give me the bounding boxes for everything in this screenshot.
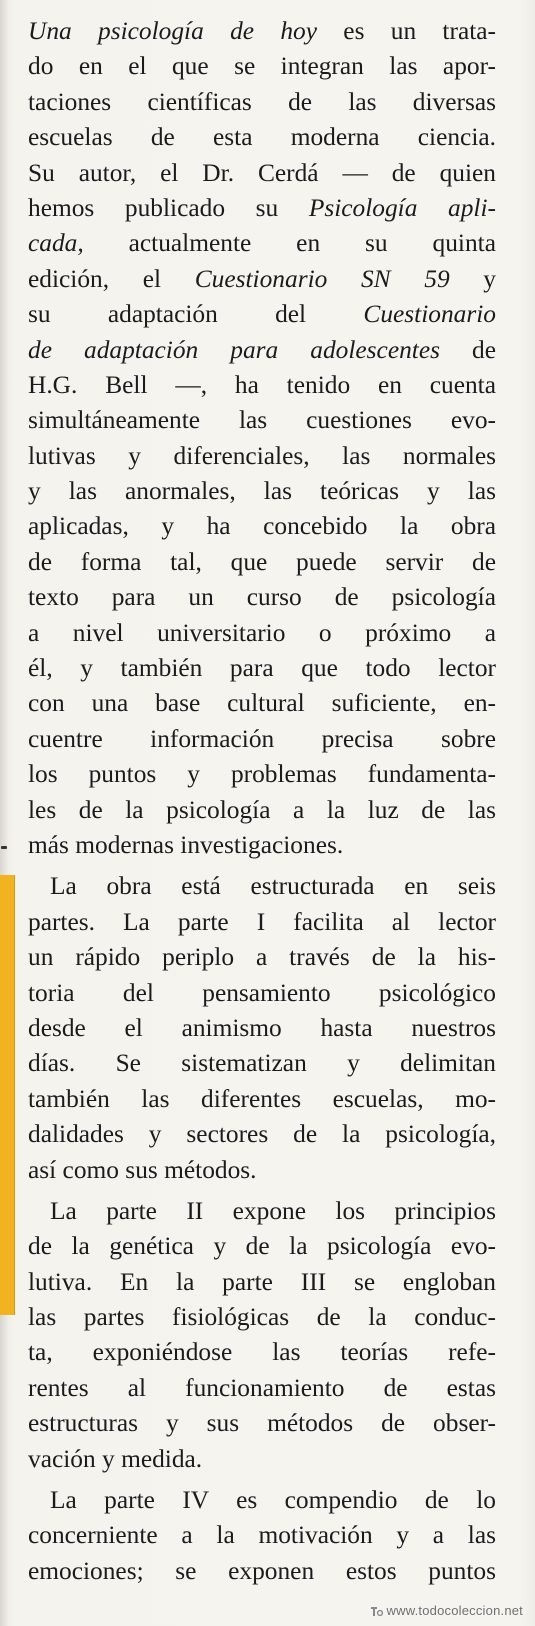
text-run: estructuras y sus métodos de obser- (28, 1409, 496, 1438)
text-line (28, 333, 496, 368)
text-line (28, 226, 496, 261)
text-line (28, 1554, 496, 1589)
text-run: lutiva. En la parte III se engloban (28, 1267, 496, 1296)
text-run: partes. La parte I facilita al lector (28, 907, 496, 936)
text-run: hemos publicado su (28, 193, 309, 222)
text-run: les de la psicología a la luz de las (28, 795, 496, 824)
text-line (28, 793, 496, 828)
text-line (28, 1335, 496, 1370)
text-line (28, 686, 496, 721)
text-run: y (449, 264, 497, 293)
text-line (28, 940, 496, 975)
text-line (28, 1046, 496, 1081)
text-run: aplicadas, y ha concebido la obra (28, 512, 496, 541)
text-run: taciones científicas de las diversas (28, 87, 496, 116)
text-line (28, 1518, 496, 1553)
text-run: a nivel universitario o próximo a (28, 618, 496, 647)
text-run: toria del pensamiento psicológico (28, 978, 496, 1007)
text-line (28, 580, 496, 615)
text-run: su adaptación del (28, 300, 364, 329)
text-run: concerniente a la motivación y a las (28, 1521, 496, 1550)
text-run: días. Se sistematizan y delimitan (28, 1049, 496, 1078)
italic-text: Cuestionario SN 59 (194, 264, 450, 293)
text-line (28, 1265, 496, 1300)
text-line (28, 474, 496, 509)
text-run: escuelas de esta moderna ciencia. (28, 123, 496, 152)
text-line (28, 545, 496, 580)
page-edge (0, 0, 8, 1626)
text-line (28, 976, 496, 1011)
text-run: también las diferentes escuelas, mo- (28, 1084, 496, 1113)
text-line (28, 85, 496, 120)
text-run: los puntos y problemas fundamenta- (28, 760, 496, 789)
text-run: de la genética y de la psicología evo- (28, 1232, 496, 1261)
text-line (28, 1194, 496, 1229)
text-line (28, 191, 496, 226)
text-run: de (440, 335, 496, 364)
text-run: las partes fisiológicas de la conduc- (28, 1303, 496, 1332)
text-line (28, 120, 496, 155)
watermark (369, 1603, 523, 1618)
text-line (28, 403, 496, 438)
italic-text: Cuestionario (363, 300, 496, 329)
yellow-cover-edge (0, 875, 15, 1315)
italic-text: cada, (28, 229, 84, 258)
watermark-text: www.todocoleccion.net (386, 1603, 523, 1618)
text-line (28, 439, 496, 474)
text-run: emociones; se exponen estos puntos (28, 1556, 496, 1585)
text-run: con una base cultural suficiente, en- (28, 689, 496, 718)
text-line (28, 14, 496, 49)
text-run: Su autor, el Dr. Cerdá — de quien (28, 158, 496, 187)
text-run: actualmente en su quinta (83, 229, 496, 258)
text-run: cuentre información precisa sobre (28, 724, 496, 753)
text-line (28, 722, 496, 757)
text-line (28, 1082, 496, 1117)
text-line (28, 1483, 496, 1518)
text-line (28, 1153, 496, 1188)
text-line (28, 1371, 496, 1406)
text-run: texto para un curso de psicología (28, 583, 496, 612)
text-line (28, 1229, 496, 1264)
text-line (28, 651, 496, 686)
text-run: do en el que se integran las apor- (28, 52, 496, 81)
text-line (28, 616, 496, 651)
text-run: lutivas y diferenciales, las normales (28, 441, 496, 470)
text-line (28, 49, 496, 84)
text-line (28, 262, 496, 297)
text-line (28, 905, 496, 940)
text-run: vación y medida. (28, 1444, 203, 1473)
text-line (28, 297, 496, 332)
text-run: así como sus métodos. (28, 1155, 257, 1184)
text-run: un rápido periplo a través de la his- (28, 943, 496, 972)
text-run: y las anormales, las teóricas y las (28, 477, 496, 506)
body-text (28, 14, 496, 1589)
text-run: ta, exponiéndose las teorías refe- (28, 1338, 496, 1367)
text-run: desde el animismo hasta nuestros (28, 1013, 496, 1042)
text-line (28, 757, 496, 792)
text-line (28, 869, 496, 904)
text-line (28, 1442, 496, 1477)
todocoleccion-logo-icon (369, 1604, 383, 1618)
text-run: La parte IV es compendio de lo (50, 1486, 496, 1515)
text-run: más modernas investigaciones. (28, 830, 344, 859)
text-line (28, 1117, 496, 1152)
text-run: es un trata- (317, 17, 496, 45)
text-line (28, 1406, 496, 1441)
text-line (28, 828, 496, 863)
italic-text: de adaptación para adolescentes (28, 335, 440, 364)
text-run: La parte II expone los principios (50, 1196, 496, 1225)
text-run: La obra está estructurada en seis (50, 872, 496, 901)
text-line (28, 1300, 496, 1335)
text-line (28, 509, 496, 544)
text-run: dalidades y sectores de la psicología, (28, 1120, 496, 1149)
text-run: simultáneamente las cuestiones evo- (28, 406, 496, 435)
italic-text: Psicología apli- (308, 193, 496, 222)
text-line (28, 156, 496, 191)
text-run: él, y también para que todo lector (28, 654, 496, 683)
text-run: H.G. Bell —, ha tenido en cuenta (28, 370, 496, 399)
text-run: rentes al funcionamiento de estas (28, 1373, 496, 1402)
text-run: de forma tal, que puede servir de (28, 547, 496, 576)
text-line (28, 368, 496, 403)
italic-text: Una psicología de hoy (28, 17, 318, 45)
text-line (28, 1011, 496, 1046)
text-run: edición, el (28, 264, 195, 293)
